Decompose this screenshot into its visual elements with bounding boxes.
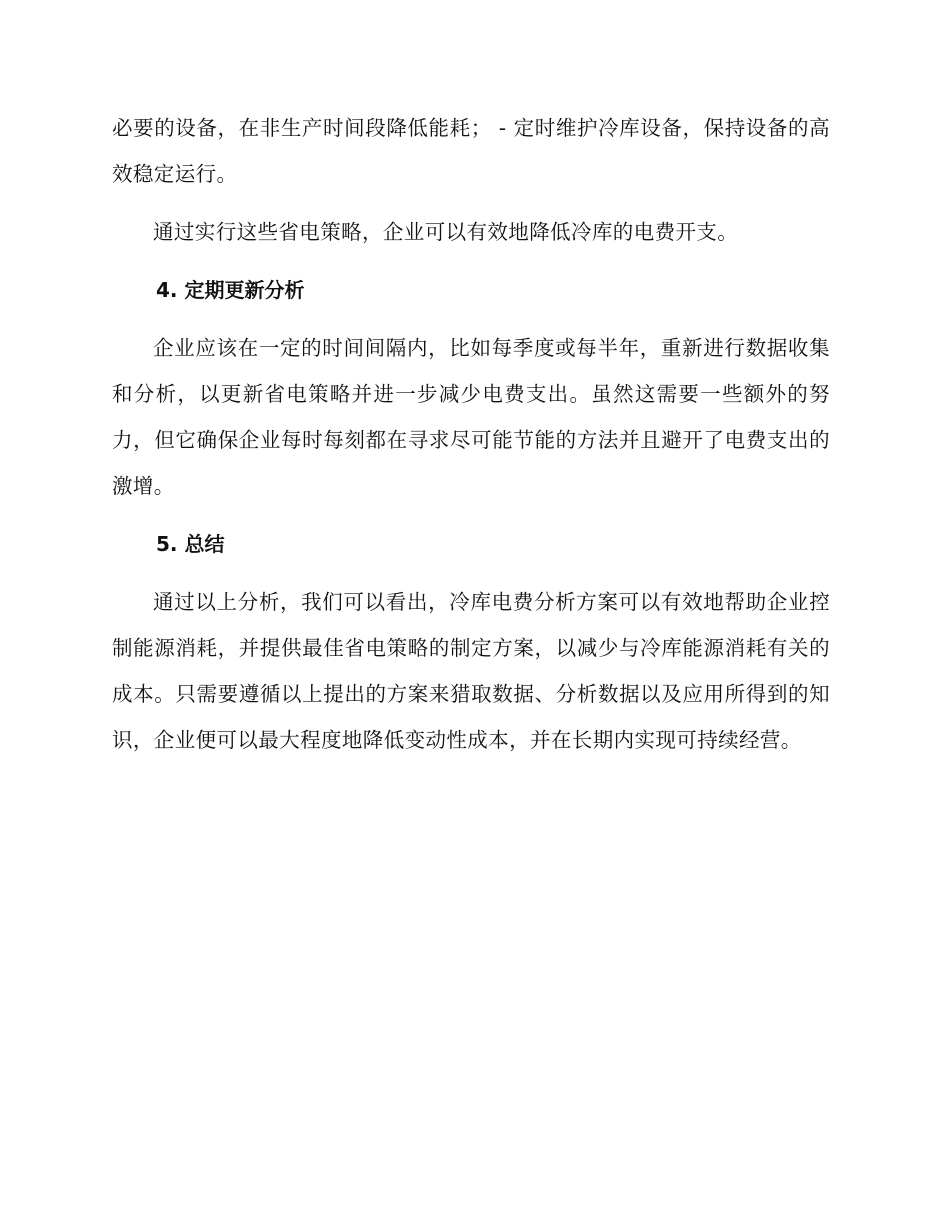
paragraph-conclusion: 通过以上分析，我们可以看出，冷库电费分析方案可以有效地帮助企业控制能源消耗，并提供最佳省电策略的制定方案，以减少与冷库能源消耗有关的成本。只需要遵循以上提出的方案来猎取数据、分析数据以及应用所得到的知识，企业便可以最大程度地降低变动性成本，并在长期内实现可持续经营。	[112, 590, 830, 752]
paragraph-continued: 必要的设备，在非生产时间段降低能耗； - 定时维护冷库设备，保持设备的高效稳定运行。	[112, 116, 830, 186]
section-heading-4: 4. 定期更新分析	[156, 278, 305, 302]
paragraph-periodic-update: 企业应该在一定的时间间隔内，比如每季度或每半年，重新进行数据收集和分析，以更新省电策略并进一步减少电费支出。虽然这需要一些额外的努力，但它确保企业每时每刻都在寻求尽可能节能的方法并且避开了电费支出的激增。	[112, 336, 830, 498]
document-page	[112, 105, 830, 763]
section-heading-5: 5. 总结	[156, 532, 225, 556]
paragraph-strategy-summary: 通过实行这些省电策略，企业可以有效地降低冷库的电费开支。	[153, 220, 739, 244]
